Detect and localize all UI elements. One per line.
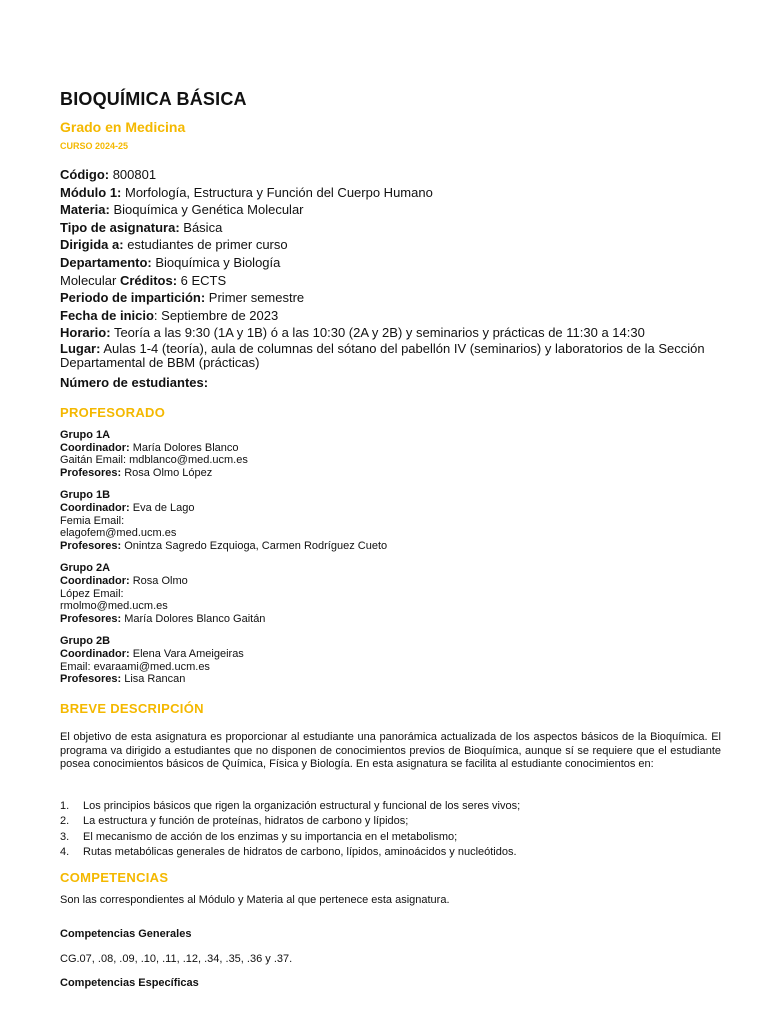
professors-names: Rosa Olmo López [121, 466, 213, 479]
knowledge-list [60, 799, 721, 861]
competencias-generales-text: CG.07, .08, .09, .10, .11, .12, .34, .35, .36 y .37. [60, 953, 293, 965]
info-row-periodo: Periodo de impartición: Primer semestre [60, 290, 305, 306]
group-2a: Grupo 2A Coordinador: Rosa Olmo López Email: rmolmo@med.ucm.es Profesores: María Dolores Blanco Gaitán [60, 562, 721, 625]
list-item: 2. La estructura y función de proteínas, hidratos de carbono y lípidos; [60, 815, 409, 828]
group-name: Grupo 2B [60, 635, 111, 648]
coordinator-name: Eva de Lago [129, 501, 195, 514]
competencias-heading: COMPETENCIAS [60, 870, 169, 885]
list-item: 4. Rutas metabólicas generales de hidratos de carbono, lípidos, aminoácidos y nucleótidos. [60, 846, 517, 859]
coordinator-name: Rosa Olmo [129, 574, 188, 587]
professor-groups [60, 429, 721, 686]
group-name: Grupo 2A [60, 562, 111, 575]
info-row-horario: Horario: Teoría a las 9:30 (1A y 1B) ó a las 10:30 (2A y 2B) y seminarios y prácticas de 11:30 a 14:30 [60, 325, 645, 341]
coordinator-email: Gaitán Email: mdblanco@med.ucm.es [60, 454, 248, 467]
coordinator-name: Elena Vara Ameigeiras [129, 647, 244, 660]
course-label: CURSO 2024-25 [60, 141, 129, 151]
list-item: 3. El mecanismo de acción de los enzimas y su importancia en el metabolismo; [60, 830, 458, 843]
competencias-especificas-heading: Competencias Específicas [60, 977, 199, 989]
group-1a: Grupo 1A Coordinador: María Dolores Blanco Gaitán Email: mdblanco@med.ucm.es Profesores: Rosa Olmo López [60, 429, 721, 479]
degree-subtitle: Grado en Medicina [60, 119, 186, 135]
group-2b: Grupo 2B Coordinador: Elena Vara Ameigeiras Email: evaraami@med.ucm.es Profesores: Lisa Rancan [60, 635, 721, 685]
coordinator-name: María Dolores Blanco [129, 441, 239, 454]
info-row-fecha: Fecha de inicio: Septiembre de 2023 [60, 307, 279, 323]
info-row-estudiantes: Número de estudiantes: [60, 374, 209, 390]
info-row-tipo: Tipo de asignatura: Básica [60, 219, 223, 235]
page-title: BIOQUÍMICA BÁSICA [60, 89, 247, 109]
competencias-generales-heading: Competencias Generales [60, 928, 192, 940]
info-row-dirigida: Dirigida a: estudiantes de primer curso [60, 237, 288, 253]
list-item: 1. Los principios básicos que rigen la organización estructural y funcional de los seres vivos; [60, 800, 521, 812]
coordinator-email: Email: evaraami@med.ucm.es [60, 660, 210, 673]
group-name: Grupo 1A [60, 429, 111, 441]
professors-names: Lisa Rancan [121, 673, 186, 686]
info-row-lugar: Lugar: Aulas 1-4 (teoría), aula de columnas del sótano del pabellón IV (seminarios) y laboratorios de la Sección Departamental de BBM (prácticas) [60, 340, 705, 370]
coordinator-email-label: Femia Email: [60, 514, 125, 527]
professors-names: Onintza Sagredo Ezquioga, Carmen Rodríguez Cueto [121, 539, 388, 552]
group-name: Grupo 1B [60, 489, 111, 502]
info-row-codigo: Código: 800801 [60, 167, 157, 182]
profesorado-heading: PROFESORADO [60, 405, 166, 420]
course-info [60, 166, 721, 392]
info-row-creditos: Molecular Créditos: 6 ECTS [60, 272, 227, 288]
descripcion-heading: BREVE DESCRIPCIÓN [60, 701, 204, 716]
info-row-materia: Materia: Bioquímica y Genética Molecular [60, 202, 304, 218]
info-row-departamento: Departamento: Bioquímica y Biología [60, 254, 281, 270]
coordinator-email-label: López Email: [60, 587, 124, 600]
group-1b: Grupo 1B Coordinador: Eva de Lago Femia Email: elagofem@med.ucm.es Profesores: Onintza Sagredo Ezquioga, Carmen Rodríguez Cueto [60, 489, 721, 552]
professors-names: María Dolores Blanco Gaitán [121, 612, 266, 625]
coordinator-email: elagofem@med.ucm.es [60, 527, 177, 540]
info-row-modulo: Módulo 1: Morfología, Estructura y Función del Cuerpo Humano [60, 184, 433, 200]
competencias-intro: Son las correspondientes al Módulo y Materia al que pertenece esta asignatura. [60, 894, 450, 906]
description-paragraph: El objetivo de esta asignatura es proporcionar al estudiante una panorámica actualizada de los aspectos básicos de la Bioquímica. El programa va dirigido a estudiantes que no disponen de conocimientos previos de Bioquímica, aunque sí se requiere que el estudiante posea conocimientos básicos de Química, Física y Biología. En esta asignatura se facilita al estudiante conocimientos en: [60, 731, 721, 771]
coordinator-email: rmolmo@med.ucm.es [60, 600, 168, 613]
